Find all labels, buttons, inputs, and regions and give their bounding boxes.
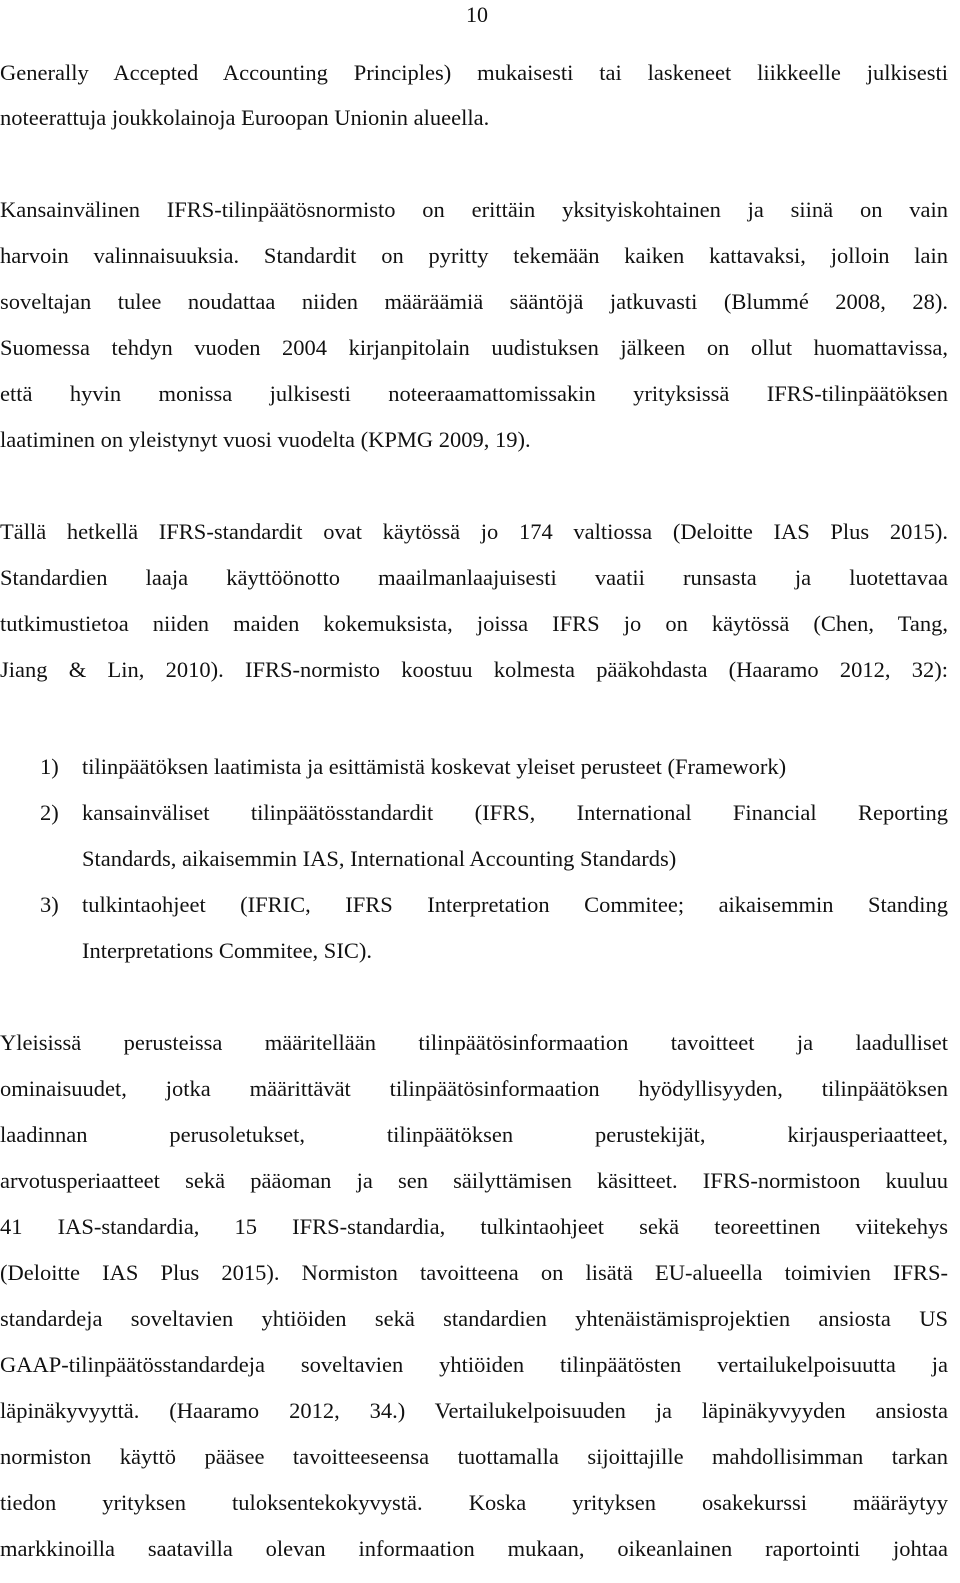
text-line: soveltajan tulee noudattaa niiden määräämiä sääntöjä jatkuvasti (Blummé 2008, 28). [0,289,948,314]
text-line: Suomessa tehdyn vuoden 2004 kirjanpitolain uudistuksen jälkeen on ollut huomattavissa, [0,335,948,360]
text-line: laatiminen on yleistynyt vuosi vuodelta (KPMG 2009, 19). [0,427,531,452]
text-line: tiedon yrityksen tuloksentekokyvystä. Koska yrityksen osakekurssi määräytyy [0,1490,948,1515]
text-line: noteerattuja joukkolainoja Euroopan Unionin alueella. [0,105,490,130]
list-item-text: Standards, aikaisemmin IAS, International Accounting Standards) [82,846,677,871]
list-number: 3) [40,892,59,917]
text-line: läpinäkyvyyttä. (Haaramo 2012, 34.) Vertailukelpoisuuden ja läpinäkyvyyden ansiosta [0,1398,948,1423]
list-item-text: tulkintaohjeet (IFRIC, IFRS Interpretation Commitee; aikaisemmin Standing [82,892,948,917]
list-number: 1) [40,754,59,779]
text-line: Generally Accepted Accounting Principles) mukaisesti tai laskeneet liikkeelle julkisesti [0,60,948,85]
text-line: että hyvin monissa julkisesti noteeraamattomissakin yrityksissä IFRS-tilinpäätöksen [0,381,948,406]
text-line: tutkimustietoa niiden maiden kokemuksista, joissa IFRS jo on käytössä (Chen, Tang, [0,611,948,636]
list-number: 2) [40,800,59,825]
page-number: 10 [466,2,488,27]
text-line: harvoin valinnaisuuksia. Standardit on pyritty tekemään kaiken kattavaksi, jolloin lain [0,243,948,268]
text-line: Tällä hetkellä IFRS-standardit ovat käytössä jo 174 valtiossa (Deloitte IAS Plus 2015). [0,519,948,544]
text-line: laadinnan perusoletukset, tilinpäätöksen perustekijät, kirjausperiaatteet, [0,1122,948,1147]
text-line: markkinoilla saatavilla olevan informaation mukaan, oikeanlainen raportointi johtaa [0,1536,948,1561]
text-line: standardeja soveltavien yhtiöiden sekä standardien yhtenäistämisprojektien ansiosta US [0,1306,948,1331]
text-line: Standardien laaja käyttöönotto maailmanlaajuisesti vaatii runsasta ja luotettavaa [0,565,948,590]
text-line: Jiang & Lin, 2010). IFRS-normisto koostuu kolmesta pääkohdasta (Haaramo 2012, 32): [0,657,948,682]
text-line: GAAP-tilinpäätösstandardeja soveltavien yhtiöiden tilinpäätösten vertailukelpoisuutta ja [0,1352,948,1377]
text-line: ominaisuudet, jotka määrittävät tilinpäätösinformaation hyödyllisyyden, tilinpäätöksen [0,1076,948,1101]
text-line: normiston käyttö pääsee tavoitteeseensa tuottamalla sijoittajille mahdollisimman tarkan [0,1444,948,1469]
list-item-text: kansainväliset tilinpäätösstandardit (IFRS, International Financial Reporting [82,800,948,825]
text-line: Yleisissä perusteissa määritellään tilinpäätösinformaation tavoitteet ja laadulliset [0,1030,948,1055]
text-line: arvotusperiaatteet sekä pääoman ja sen säilyttämisen käsitteet. IFRS-normistoon kuuluu [0,1168,948,1193]
text-line: 41 IAS-standardia, 15 IFRS-standardia, tulkintaohjeet sekä teoreettinen viitekehys [0,1214,948,1239]
list-item-text: tilinpäätöksen laatimista ja esittämistä koskevat yleiset perusteet (Framework) [82,754,787,779]
list-item-text: Interpretations Commitee, SIC). [82,938,372,963]
text-line: Kansainvälinen IFRS-tilinpäätösnormisto on erittäin yksityiskohtainen ja siinä on vain [0,197,948,222]
text-line: (Deloitte IAS Plus 2015). Normiston tavoitteena on lisätä EU-alueella toimivien IFRS- [0,1260,948,1285]
